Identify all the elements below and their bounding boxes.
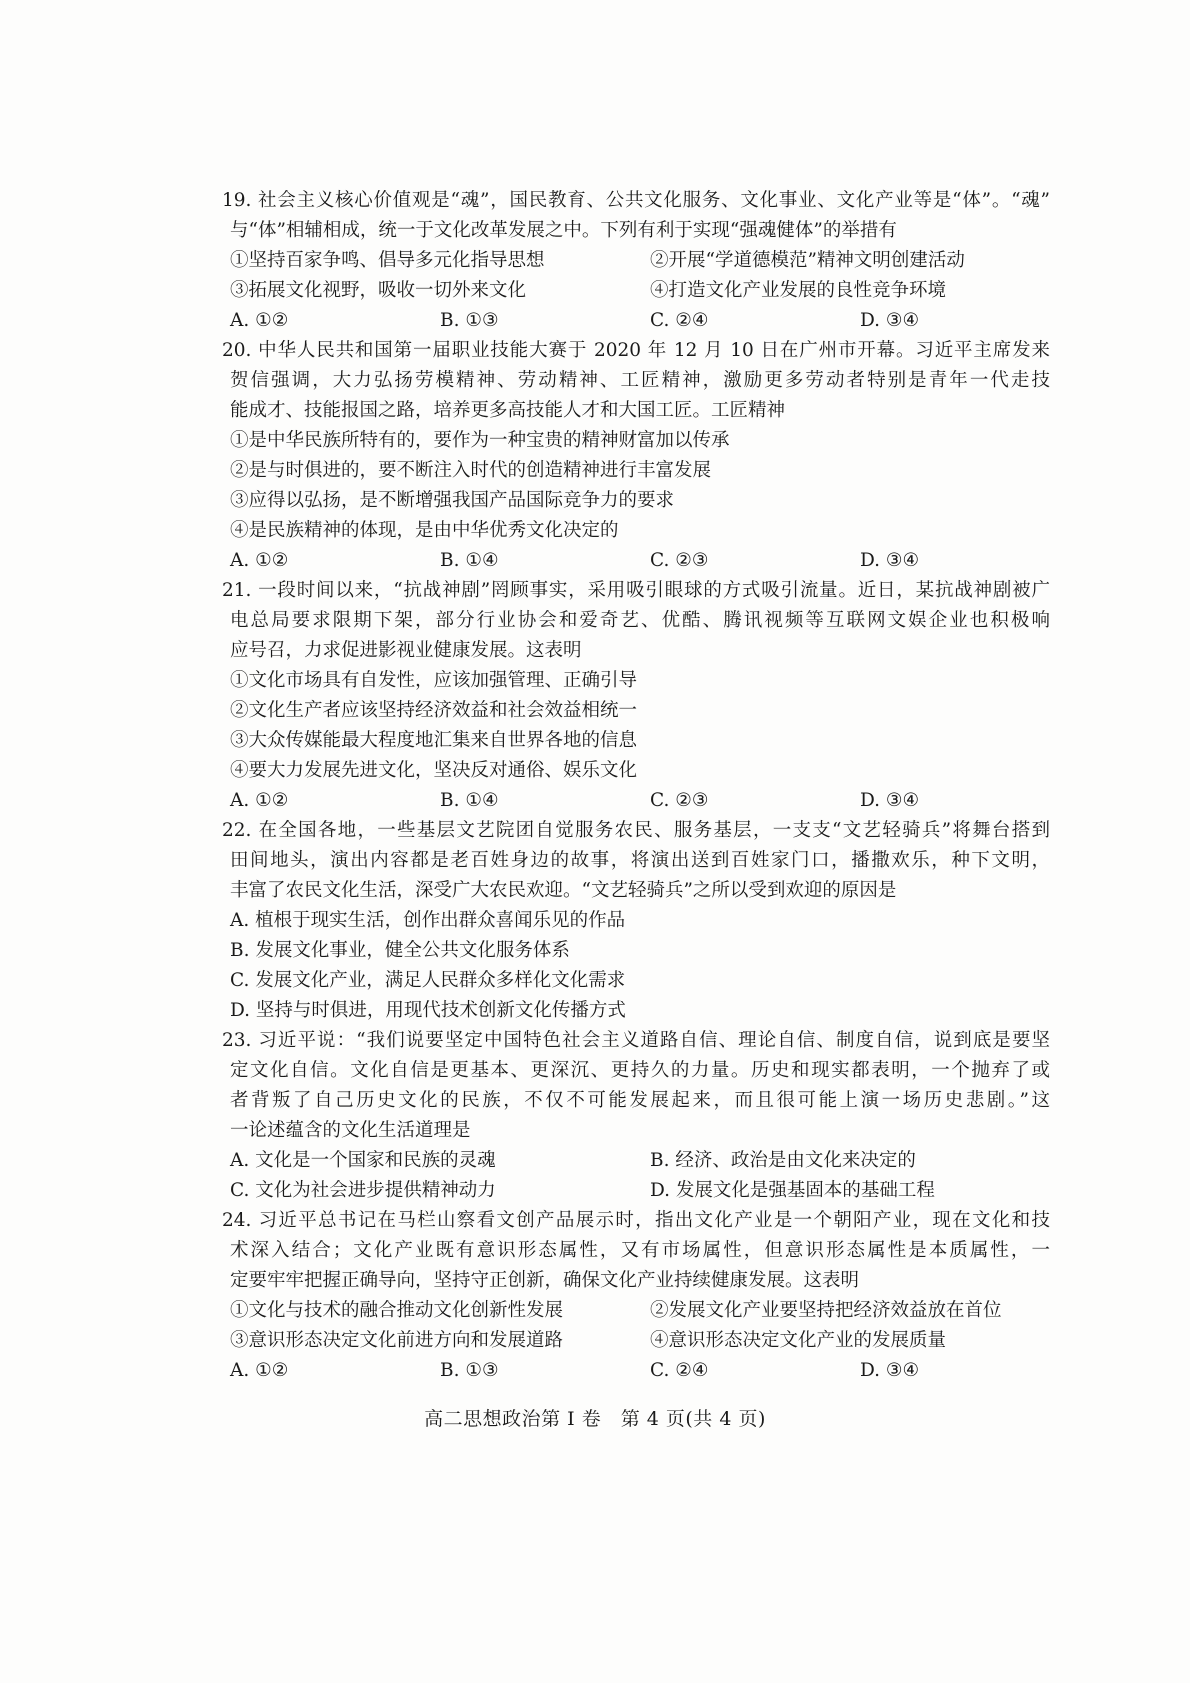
option-row xyxy=(222,546,1050,576)
option-b: B. ①③ xyxy=(440,310,499,331)
option-c: C. ②③ xyxy=(650,550,709,571)
question-stem-line: 田间地头，演出内容都是老百姓身边的故事，将演出送到百姓家门口，播撒欢乐，种下文明， xyxy=(230,850,1050,871)
question-stem-line: 22. 在全国各地，一些基层文艺院团自觉服务农民、服务基层，一支支“文艺轻骑兵”将舞台搭到 xyxy=(222,820,1050,841)
choice-row xyxy=(222,1146,1050,1176)
question-stem-line: 电总局要求限期下架，部分行业协会和爱奇艺、优酷、腾讯视频等互联网文娱企业也积极响 xyxy=(230,610,1050,631)
question-19 xyxy=(222,186,1050,336)
question-stem-line: 19. 社会主义核心价值观是“魂”，国民教育、公共文化服务、文化事业、文化产业等是“体”。“魂” xyxy=(222,190,1050,211)
question-20 xyxy=(222,336,1050,576)
question-23 xyxy=(222,1026,1050,1206)
statement: ①文化市场具有自发性，应该加强管理、正确引导 xyxy=(230,670,638,691)
choice-b: B. 经济、政治是由文化来决定的 xyxy=(650,1150,916,1171)
question-list xyxy=(222,186,1050,1386)
option-row xyxy=(222,786,1050,816)
choice-d: D. 坚持与时俱进，用现代技术创新文化传播方式 xyxy=(230,1000,626,1021)
question-stem-line: 20. 中华人民共和国第一届职业技能大赛于 2020 年 12 月 10 日在广州市开幕。习近平主席发来 xyxy=(222,340,1050,361)
choice-row xyxy=(222,1176,1050,1206)
statement-row xyxy=(222,1326,1050,1356)
option-a: A. ①② xyxy=(230,550,289,571)
option-d: D. ③④ xyxy=(860,550,920,571)
choice-c: C. 文化为社会进步提供精神动力 xyxy=(230,1180,496,1201)
statement-row xyxy=(222,246,1050,276)
statement: ③应得以弘扬，是不断增强我国产品国际竞争力的要求 xyxy=(230,490,675,511)
option-b: B. ①④ xyxy=(440,790,499,811)
statement: ②发展文化产业要坚持把经济效益放在首位 xyxy=(650,1300,1002,1321)
question-stem-line: 能成才、技能报国之路，培养更多高技能人才和大国工匠。工匠精神 xyxy=(230,400,786,421)
statement: ③拓展文化视野，吸收一切外来文化 xyxy=(230,280,527,301)
statement: ④意识形态决定文化产业的发展质量 xyxy=(650,1330,947,1351)
choice-b: B. 发展文化事业，健全公共文化服务体系 xyxy=(230,940,570,961)
option-b: B. ①④ xyxy=(440,550,499,571)
statement-row xyxy=(222,1296,1050,1326)
statement: ①文化与技术的融合推动文化创新性发展 xyxy=(230,1300,564,1321)
question-24 xyxy=(222,1206,1050,1386)
question-stem-line: 一论述蕴含的文化生活道理是 xyxy=(230,1120,471,1141)
question-stem-line: 与“体”相辅相成，统一于文化改革发展之中。下列有利于实现“强魂健体”的举措有 xyxy=(230,220,897,241)
option-d: D. ③④ xyxy=(860,310,920,331)
choice-c: C. 发展文化产业，满足人民群众多样化文化需求 xyxy=(230,970,626,991)
question-stem-line: 者背叛了自己历史文化的民族，不仅不可能发展起来，而且很可能上演一场历史悲剧。”这 xyxy=(230,1090,1050,1111)
question-stem-line: 定要牢牢把握正确导向，坚持守正创新，确保文化产业持续健康发展。这表明 xyxy=(230,1270,860,1291)
question-stem-line: 应号召，力求促进影视业健康发展。这表明 xyxy=(230,640,582,661)
option-c: C. ②④ xyxy=(650,310,709,331)
option-a: A. ①② xyxy=(230,1360,289,1381)
option-a: A. ①② xyxy=(230,310,289,331)
option-a: A. ①② xyxy=(230,790,289,811)
option-row xyxy=(222,306,1050,336)
option-c: C. ②③ xyxy=(650,790,709,811)
statement: ②是与时俱进的，要不断注入时代的创造精神进行丰富发展 xyxy=(230,460,712,481)
option-d: D. ③④ xyxy=(860,1360,920,1381)
statement: ①是中华民族所特有的，要作为一种宝贵的精神财富加以传承 xyxy=(230,430,730,451)
statement: ②文化生产者应该坚持经济效益和社会效益相统一 xyxy=(230,700,638,721)
statement: ③大众传媒能最大程度地汇集来自世界各地的信息 xyxy=(230,730,638,751)
option-c: C. ②④ xyxy=(650,1360,709,1381)
choice-d: D. 发展文化是强基固本的基础工程 xyxy=(650,1180,935,1201)
page-footer: 高二思想政治第 Ⅰ 卷 第 4 页(共 4 页) xyxy=(424,1408,766,1430)
statement: ③意识形态决定文化前进方向和发展道路 xyxy=(230,1330,564,1351)
question-stem-line: 23. 习近平说：“我们说要坚定中国特色社会主义道路自信、理论自信、制度自信，说到底是要坚 xyxy=(222,1030,1050,1051)
question-stem-line: 术深入结合；文化产业既有意识形态属性，又有市场属性，但意识形态属性是本质属性，一 xyxy=(230,1240,1050,1261)
statement-row xyxy=(222,276,1050,306)
option-row xyxy=(222,1356,1050,1386)
statement: ④打造文化产业发展的良性竞争环境 xyxy=(650,280,947,301)
option-d: D. ③④ xyxy=(860,790,920,811)
question-22 xyxy=(222,816,1050,1026)
option-b: B. ①③ xyxy=(440,1360,499,1381)
question-stem-line: 丰富了农民文化生活，深受广大农民欢迎。“文艺轻骑兵”之所以受到欢迎的原因是 xyxy=(230,880,897,901)
statement: ④要大力发展先进文化，坚决反对通俗、娱乐文化 xyxy=(230,760,638,781)
statement: ②开展“学道德模范”精神文明创建活动 xyxy=(650,250,965,271)
question-stem-line: 21. 一段时间以来，“抗战神剧”罔顾事实，采用吸引眼球的方式吸引流量。近日，某抗战神剧被广 xyxy=(222,580,1050,601)
question-stem-line: 24. 习近平总书记在马栏山察看文创产品展示时，指出文化产业是一个朝阳产业，现在文化和技 xyxy=(222,1210,1050,1231)
question-21 xyxy=(222,576,1050,816)
statement: ④是民族精神的体现，是由中华优秀文化决定的 xyxy=(230,520,619,541)
question-stem-line: 定文化自信。文化自信是更基本、更深沉、更持久的力量。历史和现实都表明，一个抛弃了或 xyxy=(230,1060,1050,1081)
choice-a: A. 文化是一个国家和民族的灵魂 xyxy=(230,1150,496,1171)
choice-a: A. 植根于现实生活，创作出群众喜闻乐见的作品 xyxy=(230,910,626,931)
statement: ①坚持百家争鸣、倡导多元化指导思想 xyxy=(230,250,545,271)
question-stem-line: 贺信强调，大力弘扬劳模精神、劳动精神、工匠精神，激励更多劳动者特别是青年一代走技 xyxy=(230,370,1050,391)
